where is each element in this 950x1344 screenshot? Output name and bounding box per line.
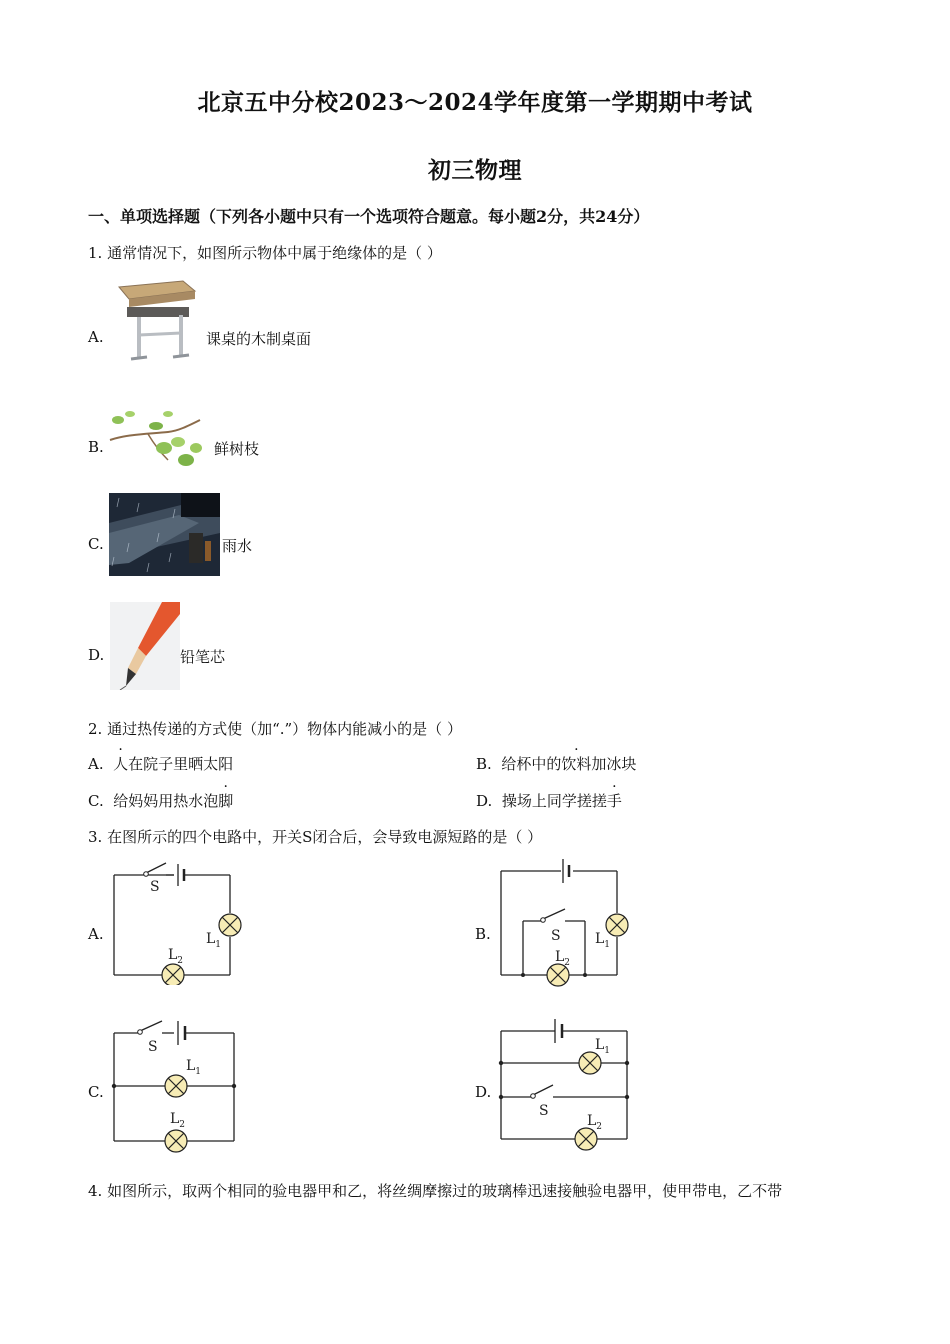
lamp2-label-d: $L_2$ xyxy=(587,1113,603,1132)
exam-title: 北京五中分校2023～2024学年度第一学期期中考试 xyxy=(197,89,753,116)
q2-option-a xyxy=(88,753,233,774)
circuit-c-diagram xyxy=(108,1015,248,1155)
branch-image xyxy=(108,404,204,472)
lamp2-label-a: $L_2$ xyxy=(168,947,184,966)
lamp1-label-c: $L_1$ xyxy=(186,1058,202,1077)
q3-option-a-letter: A. xyxy=(88,925,104,943)
switch-label-b: S xyxy=(551,928,561,944)
q2-option-d-letter: D. xyxy=(476,792,493,810)
q2-option-b xyxy=(476,753,636,774)
q2-option-c-dotted: 脚 xyxy=(218,792,234,810)
q1-option-c-text: 雨水 xyxy=(222,537,253,555)
circuit-b-diagram xyxy=(495,855,640,990)
desk-image xyxy=(113,277,199,370)
circuit-a-diagram xyxy=(108,855,258,985)
q2-option-d xyxy=(476,790,622,811)
q2-option-b-post: 加冰块 xyxy=(591,755,637,773)
switch-label-c: S xyxy=(148,1039,158,1055)
rain-image xyxy=(109,493,220,576)
q1-option-c-letter: C. xyxy=(88,535,104,553)
q2-option-a-letter: A. xyxy=(88,755,104,773)
q1-option-a-letter: A. xyxy=(88,328,104,346)
q2-stem: 2. 通过热传递的方式使（加“.”）物体内能减小的是（ ） xyxy=(88,720,462,738)
switch-label-d: S xyxy=(539,1103,549,1119)
q4-stem: 4. 如图所示，取两个相同的验电器甲和乙，将丝绸摩擦过的玻璃棒迅速接触验电器甲，使甲带电，乙不带 xyxy=(88,1182,783,1200)
q2-option-b-dotted: 饮料 xyxy=(561,755,592,773)
exam-subtitle: 初三物理 xyxy=(428,157,522,184)
q2-option-a-post: 在院子里晒太阳 xyxy=(128,755,234,773)
q3-option-b-letter: B. xyxy=(475,925,491,943)
switch-label-a: S xyxy=(150,879,160,895)
q1-stem: 1. 通常情况下，如图所示物体中属于绝缘体的是（ ） xyxy=(88,244,442,262)
q3-option-d-letter: D. xyxy=(475,1083,492,1101)
pencil-image xyxy=(110,602,180,690)
q2-option-c-pre: 给妈妈用热水泡 xyxy=(113,792,219,810)
lamp2-label-b: $L_2$ xyxy=(555,949,571,968)
q3-option-c-letter: C. xyxy=(88,1083,104,1101)
q2-option-b-letter: B. xyxy=(476,755,492,773)
q1-option-d-letter: D. xyxy=(88,646,105,664)
q1-option-a-text: 课桌的木制桌面 xyxy=(206,330,312,348)
lamp1-label-b: $L_1$ xyxy=(595,931,611,950)
q1-option-b-text: 鲜树枝 xyxy=(214,440,260,458)
q2-option-a-dotted: 人 xyxy=(113,755,129,773)
lamp2-label-c: $L_2$ xyxy=(170,1111,186,1130)
q2-option-d-pre: 操场上同学搓搓 xyxy=(501,792,607,810)
q3-stem: 3. 在图所示的四个电路中，开关S闭合后，会导致电源短路的是（ ） xyxy=(88,828,543,846)
circuit-d-diagram xyxy=(495,1015,640,1155)
lamp1-label-a: $L_1$ xyxy=(206,931,222,950)
q2-option-c-letter: C. xyxy=(88,792,104,810)
q1-option-b-letter: B. xyxy=(88,438,104,456)
lamp1-label-d: $L_1$ xyxy=(595,1037,611,1056)
q2-option-b-pre: 给杯中的 xyxy=(501,755,562,773)
q2-option-d-dotted: 手 xyxy=(606,792,622,810)
q1-option-d-text: 铅笔芯 xyxy=(180,648,226,666)
q2-option-c xyxy=(88,790,233,811)
section-heading: 一、单项选择题（下列各小题中只有一个选项符合题意。每小题2分，共24分） xyxy=(88,207,650,226)
